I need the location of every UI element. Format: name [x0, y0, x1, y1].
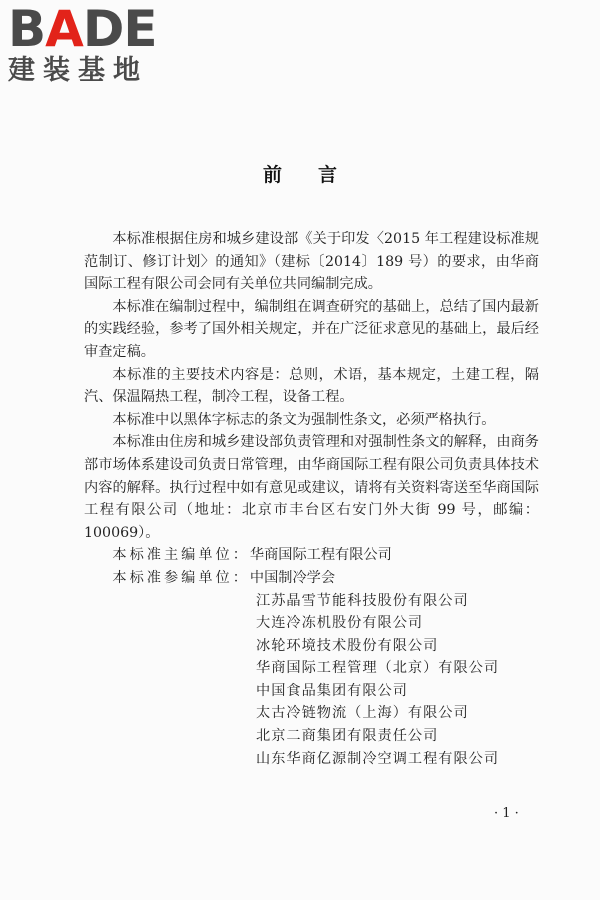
participant-item: 冰轮环境技术股份有限公司 [256, 637, 439, 654]
chief-editor-value: 华商国际工程有限公司 [249, 547, 392, 564]
participants-label: 本标准参编单位： [112, 569, 250, 586]
participant-first: 中国制冷学会 [249, 569, 336, 586]
participant-item: 华商国际工程管理（北京）有限公司 [256, 660, 500, 677]
chief-editor-label: 本标准主编单位： [112, 547, 250, 564]
participant-item: 太古冷链物流（上海）有限公司 [256, 705, 469, 722]
participant-item: 大连冷冻机股份有限公司 [256, 615, 424, 632]
participants-row [84, 567, 539, 590]
logo-letter-de: DE [82, 0, 157, 58]
paragraph-management: 本标准由住房和城乡建设部负责管理和对强制性条文的解释，由商务部市场体系建设司负责日常管理，由华商国际工程有限公司负责具体技术内容的解释。执行过程中如有意见或建议，请将有关资料寄送至华商国际工程有限公司（地址：北京市丰台区右安门外大街 99 号，邮编：100069）。 [84, 434, 539, 541]
chief-editor-row [84, 544, 539, 567]
brand-logo [8, 0, 178, 90]
paragraph-main-content: 本标准的主要技术内容是：总则，术语，基本规定，土建工程，隔汽、保温隔热工程，制冷工程，设备工程。 [84, 366, 539, 406]
participants-list [256, 590, 539, 771]
participant-item: 北京二商集团有限责任公司 [256, 728, 439, 745]
page-number: · 1 · [494, 806, 519, 821]
paragraph-origin: 本标准根据住房和城乡建设部《关于印发〈2015 年工程建设标准规范制订、修订计划〉的通知》（建标〔2014〕189 号）的要求，由华商国际工程有限公司会同有关单位共同编制完成。 [84, 231, 539, 293]
participant-item: 江苏晶雪节能科技股份有限公司 [256, 592, 469, 609]
logo-letter-a-accent: A [45, 0, 83, 58]
participant-item: 山东华商亿源制冷空调工程有限公司 [256, 750, 500, 767]
paragraph-mandatory: 本标准中以黑体字标志的条文为强制性条文，必须严格执行。 [112, 411, 496, 428]
page-title: 前言 [262, 164, 373, 186]
preface-body [84, 228, 539, 770]
logo-wordmark [8, 0, 178, 58]
logo-chinese-name: 建装基地 [8, 55, 148, 86]
logo-letter-b: B [8, 0, 46, 58]
paragraph-process: 本标准在编制过程中，编制组在调查研究的基础上，总结了国内最新的实践经验，参考了国外相关规定，并在广泛征求意见的基础上，最后经审查定稿。 [84, 298, 539, 360]
participant-item: 中国食品集团有限公司 [256, 682, 408, 699]
